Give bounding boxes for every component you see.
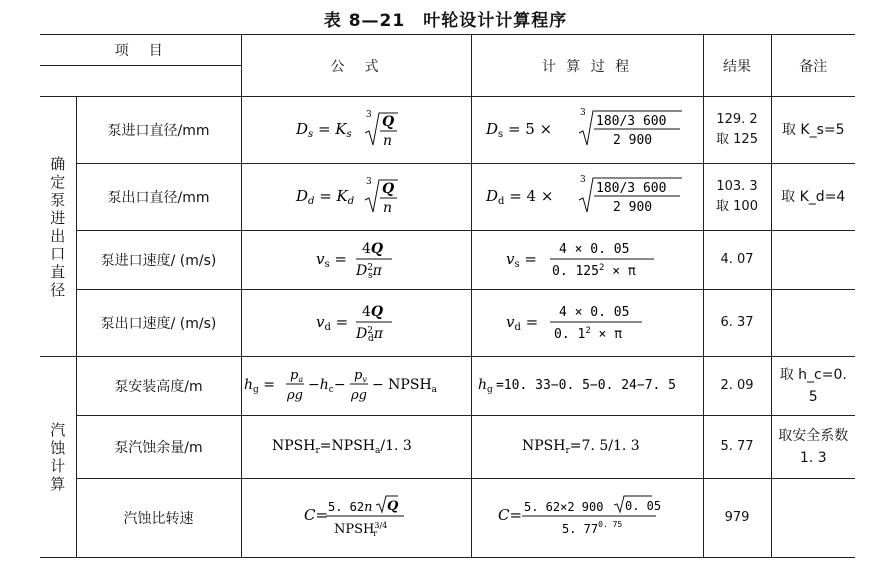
- svg-text:Ds = 5 ×: $D_s = 5$ ×: [485, 120, 552, 140]
- svg-text:5. 770. 75: 5. $77^{0. 75}$: [561, 520, 622, 536]
- svg-text:− NPSHa: − $NPSH_a$: [372, 377, 438, 395]
- process-outlet-diameter: [476, 170, 701, 220]
- note-cell: [771, 231, 855, 290]
- svg-text:NPSHr=NPSHa/1. 3: $NPSH_r=NPSH_a/1$. 3: [272, 438, 412, 456]
- svg-text:vd =: $v_d$ =: [505, 313, 538, 333]
- process-cell: [471, 357, 703, 416]
- item-cell: 汽蚀比转速: [76, 479, 241, 558]
- process-inlet-velocity: [476, 234, 701, 282]
- formula-outlet-diameter: [256, 170, 456, 220]
- table-row: [40, 479, 855, 558]
- result-cell: 2. 09: [703, 357, 771, 416]
- svg-text:vs =: $v_s$ =: [316, 250, 347, 270]
- table-row: [40, 416, 855, 479]
- formula-cell: [241, 290, 471, 357]
- note-cell: 取 K_s=5: [771, 97, 855, 164]
- formula-cell: [241, 97, 471, 164]
- svg-text:0. 1252 × π: 0. $125^2 \times \pi$: [551, 263, 636, 279]
- header-result: 结果: [703, 35, 771, 97]
- svg-text:5. 62×2 900: 5. 62×2 900: [523, 500, 603, 514]
- process-cell: [471, 416, 703, 479]
- svg-text:D2sπ: $D^2$ sπ: [356, 263, 382, 281]
- svg-text:ρg: ρg: [351, 388, 367, 403]
- item-cell: 泵进口速度/ (m/s): [76, 231, 241, 290]
- svg-text:3: 3: [579, 175, 586, 185]
- svg-text:n: n: [383, 133, 393, 149]
- svg-text:3: 3: [366, 110, 372, 120]
- svg-text:NPSHr=7. 5/1. 3: $NPSH_r=7$. 5/1. 3: [521, 438, 640, 456]
- formula-cell: [241, 164, 471, 231]
- process-install-height: [476, 360, 701, 408]
- formula-install-height: [242, 360, 470, 408]
- header-process: 计 算 过 程: [471, 35, 703, 97]
- process-cell: [471, 97, 703, 164]
- design-calculation-table: [40, 34, 855, 558]
- result-cell: 979: [703, 479, 771, 558]
- svg-text:180/3 600: 180/3 600: [595, 181, 666, 196]
- svg-text:C=: C=: [497, 506, 522, 524]
- svg-text:vd =: $v_d$ =: [316, 313, 349, 333]
- result-cell: 4. 07: [703, 231, 771, 290]
- svg-text:2 900: 2 900: [612, 133, 652, 148]
- process-cell: [471, 164, 703, 231]
- formula-cell: [241, 231, 471, 290]
- result-cell: 6. 37: [703, 290, 771, 357]
- svg-text:n: n: [383, 200, 393, 216]
- group-label-diameter: 确 定 泵 进 出 口 直 径: [40, 97, 76, 357]
- process-outlet-velocity: [476, 297, 701, 345]
- svg-text:4 × 0. 05: 4 × 0. 05: [558, 242, 629, 257]
- svg-text:Dd = Kd: $D_d = K_d$: [296, 187, 355, 207]
- formula-npshr: [256, 425, 456, 465]
- process-cell: [471, 479, 703, 558]
- formula-cell: [241, 357, 471, 416]
- svg-text:hg: $h_g$: [477, 377, 493, 395]
- formula-cell: [241, 416, 471, 479]
- item-cell: 泵出口直径/mm: [76, 164, 241, 231]
- note-cell: 取 h_c=0. 5: [771, 357, 855, 416]
- svg-text:3: 3: [366, 177, 372, 187]
- process-cell: [471, 290, 703, 357]
- formula-cell: [241, 479, 471, 558]
- group-label-cavitation: 汽 蚀 计 算: [40, 357, 76, 558]
- item-cell: 泵进口直径/mm: [76, 97, 241, 164]
- process-inlet-diameter: [476, 103, 701, 153]
- svg-text:ρg: ρg: [287, 388, 303, 403]
- formula-outlet-velocity: [256, 297, 456, 345]
- svg-text:C=: C=: [304, 506, 329, 524]
- table-title: 表 8—21 叶轮设计计算程序: [323, 11, 568, 31]
- svg-text:4Q: 4Q: [362, 304, 384, 320]
- note-cell: [771, 290, 855, 357]
- svg-text:0. 05: 0. 05: [624, 499, 661, 513]
- result-cell: 129. 2 取 125: [703, 97, 771, 164]
- table-row: [40, 357, 855, 416]
- svg-text:0. 12 × π: 0. $1^2 \times \pi$: [553, 326, 622, 342]
- formula-cavitation-speed: [256, 489, 456, 543]
- svg-text:−hc−: $-h_c-$: [308, 377, 346, 395]
- note-cell: 取 K_d=4: [771, 164, 855, 231]
- result-cell: 5. 77: [703, 416, 771, 479]
- formula-inlet-diameter: [256, 103, 456, 153]
- header-formula: 公 式: [241, 35, 471, 97]
- svg-text:4Q: 4Q: [362, 241, 384, 257]
- header-item: 项 目: [40, 35, 241, 66]
- svg-text:Q: Q: [387, 499, 399, 514]
- svg-text:Ds = Ks: $D_s = K_s$: [296, 120, 352, 140]
- svg-text:NPSH3/4r: $NPSH^{3/4}$ r: [334, 521, 388, 538]
- svg-text:Q: Q: [382, 114, 395, 130]
- process-cell: [471, 231, 703, 290]
- svg-text:2 900: 2 900: [612, 200, 652, 215]
- svg-text:3: 3: [579, 108, 586, 118]
- svg-text:=10. 33−0. 5−0. 24−7. 5: =10. 33−0. 5−0. 24−7. 5: [495, 378, 676, 393]
- process-npshr: [476, 425, 701, 465]
- table-row: [40, 97, 855, 164]
- process-cavitation-speed: [476, 489, 701, 543]
- item-cell: 泵出口速度/ (m/s): [76, 290, 241, 357]
- table-row: [40, 290, 855, 357]
- svg-text:180/3 600: 180/3 600: [595, 114, 666, 129]
- svg-text:pa: $p_a$: [290, 368, 304, 384]
- note-cell: 取安全系数 1. 3: [771, 416, 855, 479]
- note-cell: [771, 479, 855, 558]
- svg-text:Q: Q: [382, 181, 395, 197]
- svg-text:pv: $p_v$: [354, 368, 367, 384]
- item-cell: 泵汽蚀余量/m: [76, 416, 241, 479]
- table-row: [40, 231, 855, 290]
- item-cell: 泵安装高度/m: [76, 357, 241, 416]
- svg-text:4 × 0. 05: 4 × 0. 05: [558, 305, 629, 320]
- svg-text:Dd = 4 ×: $D_d = 4$ ×: [485, 187, 553, 207]
- svg-text:5. 62n: 5. 62n: [328, 500, 373, 515]
- svg-text:D2dπ: $D^2$ dπ: [356, 326, 383, 344]
- table-row: [40, 164, 855, 231]
- svg-text:hg =: $h_g$ =: [244, 377, 275, 395]
- svg-text:vs =: $v_s$ =: [505, 250, 537, 270]
- result-cell: 103. 3 取 100: [703, 164, 771, 231]
- formula-inlet-velocity: [256, 234, 456, 282]
- header-note: 备注: [771, 35, 855, 97]
